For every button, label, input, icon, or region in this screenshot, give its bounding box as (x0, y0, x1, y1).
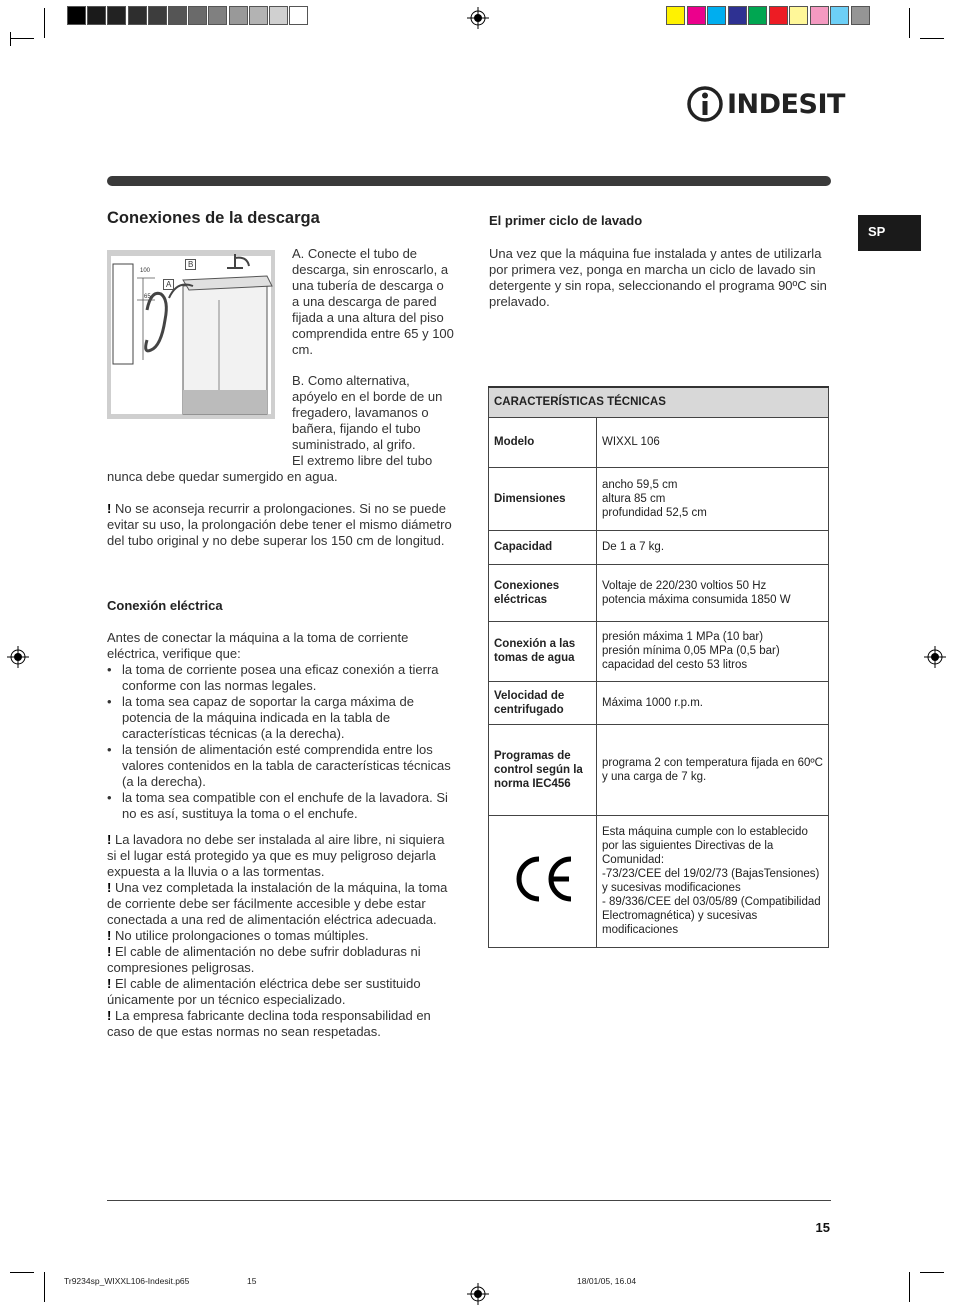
electrical-intro: Antes de conectar la máquina a la toma de corriente eléctrica, verifique que: (107, 630, 409, 661)
warning-extension (107, 501, 453, 549)
table-row (489, 417, 829, 467)
spec-line: programa 2 con temperatura fijada en 60ºC y una carga de 7 kg. (602, 756, 823, 783)
ce-text (597, 815, 829, 947)
spec-key: Capacidad (489, 530, 597, 564)
bottom-rule (107, 1200, 831, 1201)
section-title-first-cycle: El primer ciclo de lavado (489, 213, 643, 228)
spec-line: capacidad del cesto 53 litros (602, 659, 748, 671)
spec-line: potencia máxima consumida 1850 W (602, 593, 791, 606)
spec-line: Esta máquina cumple con lo establecido por las siguientes Directivas de la Comunidad: (602, 826, 808, 866)
spec-key: Modelo (489, 417, 597, 467)
electrical-block (107, 630, 453, 822)
warning-text: Una vez completada la instalación de la máquina, la toma de corriente debe ser fácilmente accesible y debe estar conectada a una red de alimentación eléctrica adecuada. (107, 880, 448, 927)
warning-item (107, 976, 453, 1008)
gray-swatch (249, 6, 268, 25)
specs-table-header: CARACTERÍSTICAS TÉCNICAS (489, 387, 829, 417)
warning-text: No utilice prolongaciones o tomas múltiples. (114, 928, 369, 943)
list-item: • la toma de corriente posea una eficaz conexión a tierra conforme con las normas legales. (107, 662, 453, 694)
warning-text: No se aconseja recurrir a prolongaciones. Si no se puede evitar su uso, la prolongación debe tener el mismo diámetro del tubo original y no debe superar los 150 cm de longitud. (107, 501, 452, 548)
warning-item (107, 1008, 453, 1040)
top-rule (107, 176, 831, 186)
spec-line: presión máxima 1 MPa (10 bar) (602, 631, 764, 643)
drain-figure (107, 250, 275, 419)
gray-swatch (67, 6, 86, 25)
list-item: • la tensión de alimentación esté comprendida entre los valores contenidos en la tabla de características técnicas (a la derecha). (107, 742, 453, 790)
spec-value (597, 467, 829, 530)
figure-label-100: 100 (140, 268, 151, 274)
spec-value (597, 681, 829, 724)
process-swatch (687, 6, 706, 25)
ce-mark-cell (489, 815, 597, 947)
spec-value (597, 417, 829, 467)
spec-value (597, 530, 829, 564)
section-title-electrical: Conexión eléctrica (107, 598, 223, 613)
spec-line: - 89/336/CEE del 03/05/89 (Compatibilidad Electromagnética) y sucesivas modificaciones (602, 896, 821, 936)
crop-mark (909, 8, 910, 38)
crop-mark (44, 1272, 45, 1302)
table-row (489, 681, 829, 724)
warning-mark: ! (107, 944, 112, 959)
spec-line: Voltaje de 220/230 voltios 50 Hz (602, 579, 767, 592)
spec-line: profundidad 52,5 cm (602, 506, 707, 519)
ce-mark-icon (509, 853, 577, 905)
first-cycle-text: Una vez que la máquina fue instalada y antes de utilizarla por primera vez, ponga en marcha un ciclo de lavado sin detergente y sin ropa, seleccionando el programa 90ºC sin prelavado. (489, 246, 827, 309)
language-tab: SP (858, 215, 921, 251)
list-item: • la toma sea capaz de soportar la carga máxima de potencia de la máquina indicada en la tabla de características técnicas (a la derecha). (107, 694, 453, 742)
spec-line: -73/23/CEE del 19/02/73 (BajasTensiones) y sucesivas modificaciones (602, 868, 820, 894)
gray-swatch (229, 6, 248, 25)
warning-mark: ! (107, 976, 112, 991)
crop-mark (920, 1272, 944, 1273)
crop-mark (909, 1272, 910, 1302)
table-row (489, 815, 829, 947)
process-swatch (830, 6, 849, 25)
figure-label-a: A (163, 279, 174, 290)
figure-label-65: 65 (144, 294, 151, 300)
spec-line: Máxima 1000 r.p.m. (602, 696, 703, 709)
spec-key: Velocidad de centrifugado (489, 681, 597, 724)
table-row (489, 564, 829, 621)
para-b-cont: El extremo libre del tubo (292, 453, 433, 468)
warning-text: La empresa fabricante declina toda responsabilidad en caso de que estas normas no sean respetadas. (107, 1008, 431, 1039)
table-row (489, 621, 829, 681)
gray-swatch (208, 6, 227, 25)
specs-table-wrapper (488, 386, 829, 948)
process-swatch (707, 6, 726, 25)
process-swatch (810, 6, 829, 25)
warning-item (107, 832, 453, 880)
warning-text: El cable de alimentación no debe sufrir dobladuras ni compresiones peligrosas. (107, 944, 421, 975)
gray-swatch (289, 6, 308, 25)
gray-swatch (128, 6, 147, 25)
process-swatch (789, 6, 808, 25)
specs-table (488, 386, 829, 948)
warning-item (107, 928, 453, 944)
spec-value (597, 621, 829, 681)
drain-illustration (107, 250, 275, 419)
footer-filename: Tr9234sp_WIXXL106-Indesit.p65 (64, 1276, 190, 1286)
warning-text: El cable de alimentación eléctrica debe ser sustituido únicamente por un técnico especializado. (107, 976, 421, 1007)
brand-name: INDESIT (727, 88, 845, 120)
page-number: 15 (815, 1220, 830, 1235)
footer-date: 18/01/05, 16.04 (577, 1276, 637, 1286)
spec-key: Dimensiones (489, 467, 597, 530)
indesit-logo (686, 84, 845, 124)
crop-mark (44, 8, 45, 38)
crop-mark (10, 1272, 34, 1273)
para-b-end: nunca debe quedar sumergido en agua. (107, 469, 338, 484)
crop-mark (10, 32, 11, 46)
crop-mark (920, 38, 944, 39)
table-row (489, 724, 829, 815)
table-row (489, 467, 829, 530)
warning-item (107, 944, 453, 976)
spec-key: Programas de control según la norma IEC456 (489, 724, 597, 815)
warning-text: La lavadora no debe ser instalada al aire libre, ni siquiera si el lugar está protegido ya que es muy peligroso dejarla expuesta a la lluvia o a las tormentas. (107, 832, 445, 879)
list-item: • la toma sea compatible con el enchufe de la lavadora. Si no es así, sustituya la toma o el enchufe. (107, 790, 453, 822)
gray-swatch (107, 6, 126, 25)
gray-swatch (168, 6, 187, 25)
gray-swatch (269, 6, 288, 25)
spec-line: De 1 a 7 kg. (602, 541, 665, 553)
warning-mark: ! (107, 880, 112, 895)
figure-label-b: B (185, 259, 196, 270)
para-b: B. Como alternativa, apóyelo en el borde de un fregadero, lavamanos o bañera, fijando el tubo suministrado, al grifo. (292, 373, 443, 452)
spec-value (597, 724, 829, 815)
spec-key: Conexión a las tomas de agua (489, 621, 597, 681)
spec-line: altura 85 cm (602, 492, 666, 505)
section-title-drain: Conexiones de la descarga (107, 209, 320, 227)
registration-mark-icon (467, 1283, 489, 1305)
process-swatch (748, 6, 767, 25)
indesit-logo-icon (686, 85, 724, 123)
spec-key: Conexiones eléctricas (489, 564, 597, 621)
spec-line: ancho 59,5 cm (602, 478, 678, 491)
process-swatch (666, 6, 685, 25)
warning-mark: ! (107, 928, 112, 943)
gray-swatch (148, 6, 167, 25)
registration-mark-icon (924, 646, 946, 668)
crop-mark (10, 38, 34, 39)
warnings-block (107, 832, 453, 1040)
table-row (489, 530, 829, 564)
registration-mark-icon (7, 646, 29, 668)
spec-value (597, 564, 829, 621)
para-a: A. Conecte el tubo de descarga, sin enroscarlo, a una tubería de descarga o a una descarga de pared fijada a una altura del piso comprendida entre 65 y 100 cm. (292, 246, 454, 357)
process-swatch (769, 6, 788, 25)
warning-item (107, 880, 453, 928)
registration-mark-icon (467, 7, 489, 29)
spec-line: WIXXL 106 (602, 436, 660, 448)
warning-mark: ! (107, 1008, 112, 1023)
footer-page: 15 (247, 1276, 257, 1286)
gray-swatch (87, 6, 106, 25)
spec-line: presión mínima 0,05 MPa (0,5 bar) (602, 645, 780, 657)
warning-mark: ! (107, 832, 112, 847)
process-swatch (851, 6, 870, 25)
process-swatch (728, 6, 747, 25)
gray-swatch (188, 6, 207, 25)
warning-mark: ! (107, 501, 112, 516)
